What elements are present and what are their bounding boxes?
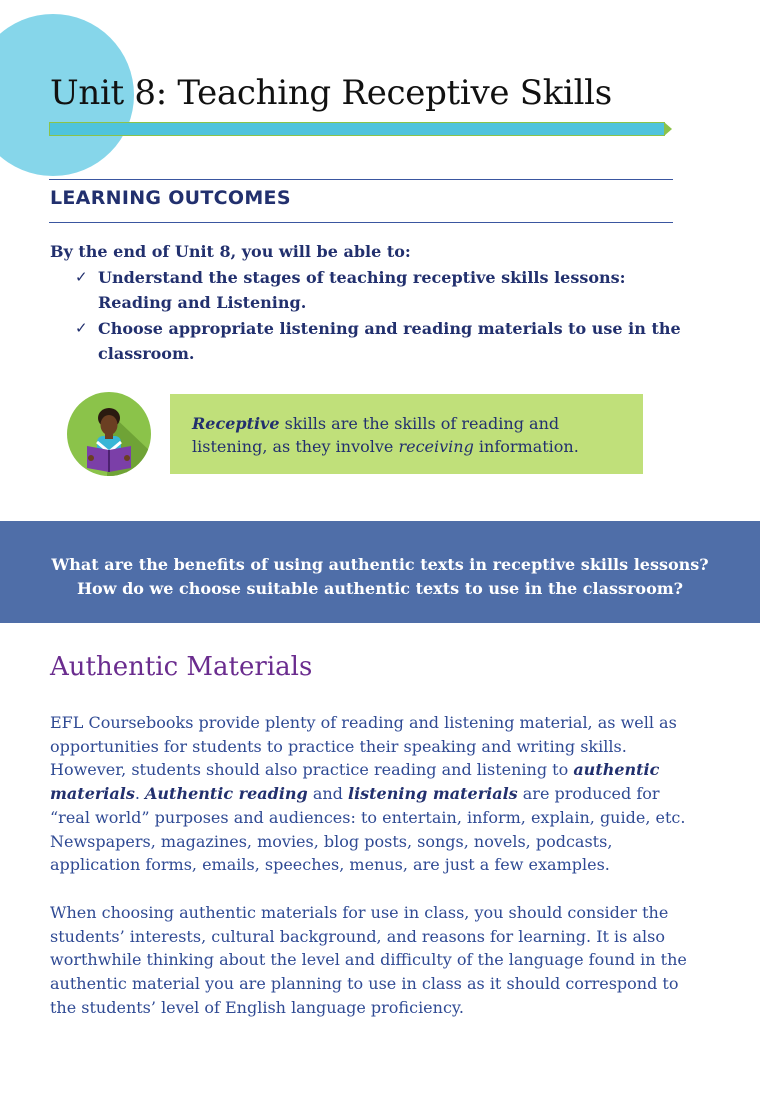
emphasis: receiving <box>398 437 474 456</box>
paragraph-text: . <box>134 784 145 804</box>
learning-outcomes <box>50 240 690 366</box>
learning-outcomes-heading: LEARNING OUTCOMES <box>50 187 291 209</box>
paragraph <box>50 711 690 877</box>
callout-text: skills are the skills of reading and listening, as they involve <box>192 414 560 456</box>
callout-text: information. <box>473 437 579 456</box>
emphasis: Receptive <box>192 414 280 433</box>
paragraph-text: and <box>307 784 348 804</box>
question: What are the benefits of using authentic texts in receptive skills lessons? <box>51 555 709 574</box>
paragraph-text: EFL Coursebooks provide plenty of reading and listening material, as well as opportunities for students to practice their speaking and writing skills. However, students should also practice reading and listening to <box>50 713 677 780</box>
divider <box>49 179 673 180</box>
paragraph-text: are produced for “real world” purposes and audiences: to entertain, inform, explain, guide, etc. Newspapers, magazines, movies, blog posts, songs, novels, podcasts, application forms, emails, speeches, menus, are just a few examples. <box>50 784 686 875</box>
outcomes-list <box>75 265 690 366</box>
list-item <box>75 316 690 366</box>
outcome-text: Choose appropriate listening and reading materials to use in the classroom. <box>98 319 681 363</box>
page-title: Unit 8: Teaching Receptive Skills <box>50 73 612 113</box>
emphasis: Authentic reading <box>145 784 308 804</box>
student-reading-icon <box>67 392 151 476</box>
receptive-skills-callout <box>170 394 643 474</box>
paragraph: When choosing authentic materials for use in class, you should consider the students’ interests, cultural background, and reasons for learning. It is also worthwhile thinking about the level and difficulty of the language found in the authentic material you are planning to use in class as it should correspond to the students’ level of English language proficiency. <box>50 903 687 1017</box>
title-bar-arrow <box>664 122 672 136</box>
emphasis: listening materials <box>348 784 518 804</box>
outcome-text: Understand the stages of teaching receptive skills lessons: Reading and Listening. <box>98 268 626 312</box>
section-title: Authentic Materials <box>50 652 313 682</box>
divider <box>49 222 673 223</box>
title-underline-bar <box>49 122 665 136</box>
checkmark-icon: ✓ <box>75 319 88 337</box>
outcomes-intro: By the end of Unit 8, you will be able to: <box>50 242 411 261</box>
list-item <box>75 265 690 315</box>
checkmark-icon: ✓ <box>75 268 88 286</box>
guiding-questions-band <box>0 521 760 623</box>
emphasis: authentic materials <box>50 760 660 804</box>
question: How do we choose suitable authentic texts to use in the classroom? <box>76 579 684 598</box>
